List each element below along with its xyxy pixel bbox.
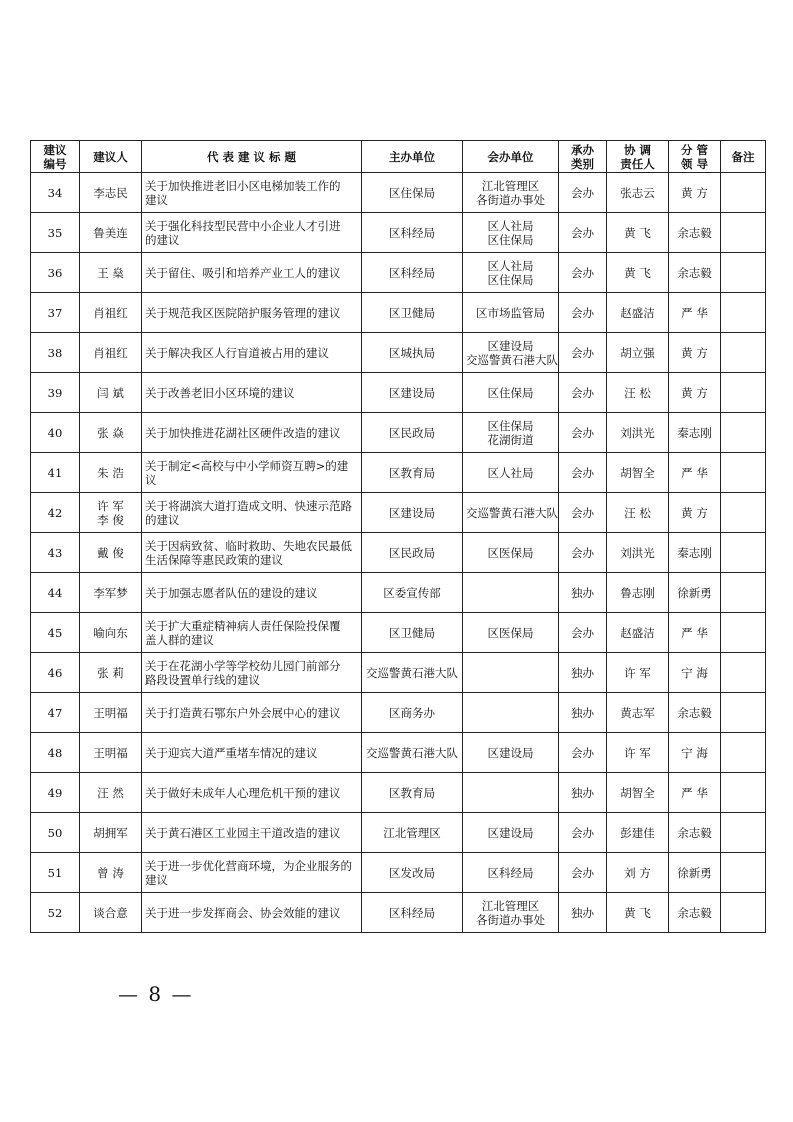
cell-handling-type: 会办: [559, 493, 607, 533]
cell-leader: 徐新勇: [669, 853, 721, 893]
cell-coordinator: 黄 飞: [607, 253, 669, 293]
table-row: [31, 733, 766, 773]
cell-coordinator: 黄志军: [607, 693, 669, 733]
table-row: [31, 333, 766, 373]
cell-number: 48: [31, 733, 80, 773]
cell-number: 51: [31, 853, 80, 893]
header-co-unit: 会办单位: [463, 141, 559, 173]
cell-co-unit: [463, 693, 559, 733]
cell-coordinator: 汪 松: [607, 493, 669, 533]
cell-handling-type: 会办: [559, 533, 607, 573]
cell-co-unit: 区人社局 区住保局: [463, 253, 559, 293]
header-host-unit: 主办单位: [362, 141, 463, 173]
cell-host-unit: 区科经局: [362, 253, 463, 293]
cell-co-unit: 区住保局 花湖街道: [463, 413, 559, 453]
cell-co-unit: [463, 573, 559, 613]
cell-proposer: 谈合意: [80, 893, 142, 933]
cell-host-unit: 区建设局: [362, 373, 463, 413]
cell-host-unit: 区科经局: [362, 213, 463, 253]
cell-handling-type: 会办: [559, 613, 607, 653]
cell-handling-type: 会办: [559, 333, 607, 373]
cell-remarks: [721, 333, 766, 373]
cell-host-unit: 区发改局: [362, 853, 463, 893]
cell-leader: 余志毅: [669, 693, 721, 733]
cell-proposer: 肖祖红: [80, 293, 142, 333]
table-row: [31, 253, 766, 293]
cell-number: 36: [31, 253, 80, 293]
cell-handling-type: 独办: [559, 653, 607, 693]
table-row: [31, 653, 766, 693]
table-row: [31, 533, 766, 573]
cell-coordinator: 赵盛洁: [607, 613, 669, 653]
table-row: [31, 453, 766, 493]
cell-title: 关于加快推进老旧小区电梯加装工作的 建议: [142, 173, 362, 213]
cell-handling-type: 会办: [559, 173, 607, 213]
cell-coordinator: 刘洪光: [607, 533, 669, 573]
cell-leader: 宁 海: [669, 733, 721, 773]
cell-leader: 黄 方: [669, 373, 721, 413]
cell-coordinator: 刘洪光: [607, 413, 669, 453]
cell-co-unit: 区建设局: [463, 813, 559, 853]
cell-coordinator: 赵盛洁: [607, 293, 669, 333]
cell-title: 关于在花湖小学等学校幼儿园门前部分 路段设置单行线的建议: [142, 653, 362, 693]
cell-host-unit: 区民政局: [362, 413, 463, 453]
cell-coordinator: 黄 飞: [607, 893, 669, 933]
cell-coordinator: 许 军: [607, 733, 669, 773]
cell-co-unit: 区人社局: [463, 453, 559, 493]
cell-co-unit: 区建设局: [463, 733, 559, 773]
cell-leader: 秦志刚: [669, 413, 721, 453]
cell-host-unit: 区委宣传部: [362, 573, 463, 613]
cell-proposer: 张 焱: [80, 413, 142, 453]
cell-handling-type: 会办: [559, 373, 607, 413]
cell-leader: 余志毅: [669, 253, 721, 293]
cell-host-unit: 区住保局: [362, 173, 463, 213]
cell-title: 关于留住、吸引和培养产业工人的建议: [142, 253, 362, 293]
cell-leader: 严 华: [669, 613, 721, 653]
cell-number: 50: [31, 813, 80, 853]
cell-co-unit: 区市场监管局: [463, 293, 559, 333]
table-row: [31, 573, 766, 613]
cell-coordinator: 胡立强: [607, 333, 669, 373]
cell-title: 关于加强志愿者队伍的建设的建议: [142, 573, 362, 613]
cell-remarks: [721, 613, 766, 653]
cell-handling-type: 会办: [559, 853, 607, 893]
cell-coordinator: 汪 松: [607, 373, 669, 413]
proposal-table: [30, 140, 766, 933]
cell-co-unit: 交巡警黄石港大队: [463, 493, 559, 533]
cell-coordinator: 许 军: [607, 653, 669, 693]
cell-leader: 严 华: [669, 773, 721, 813]
cell-coordinator: 彭建佳: [607, 813, 669, 853]
cell-host-unit: 区卫健局: [362, 613, 463, 653]
cell-leader: 黄 方: [669, 173, 721, 213]
cell-title: 关于因病致贫、临时救助、失地农民最低 生活保障等惠民政策的建议: [142, 533, 362, 573]
cell-co-unit: 江北管理区 各街道办事处: [463, 173, 559, 213]
table-row: [31, 373, 766, 413]
cell-number: 40: [31, 413, 80, 453]
table-row: [31, 613, 766, 653]
cell-host-unit: 区城执局: [362, 333, 463, 373]
cell-leader: 黄 方: [669, 493, 721, 533]
table-row: [31, 493, 766, 533]
cell-number: 39: [31, 373, 80, 413]
cell-number: 34: [31, 173, 80, 213]
cell-handling-type: 独办: [559, 773, 607, 813]
cell-proposer: 王明福: [80, 733, 142, 773]
cell-co-unit: 区人社局 区住保局: [463, 213, 559, 253]
cell-number: 42: [31, 493, 80, 533]
cell-leader: 宁 海: [669, 653, 721, 693]
cell-title: 关于黄石港区工业园主干道改造的建议: [142, 813, 362, 853]
cell-remarks: [721, 733, 766, 773]
cell-remarks: [721, 213, 766, 253]
cell-remarks: [721, 893, 766, 933]
cell-proposer: 汪 然: [80, 773, 142, 813]
cell-remarks: [721, 173, 766, 213]
cell-leader: 严 华: [669, 293, 721, 333]
cell-coordinator: 胡智全: [607, 453, 669, 493]
cell-host-unit: 交巡警黄石港大队: [362, 733, 463, 773]
cell-remarks: [721, 533, 766, 573]
header-proposer: 建议人: [80, 141, 142, 173]
cell-co-unit: 区建设局 交巡警黄石港大队: [463, 333, 559, 373]
table-row: [31, 773, 766, 813]
cell-proposer: 张 莉: [80, 653, 142, 693]
cell-leader: 黄 方: [669, 333, 721, 373]
cell-number: 37: [31, 293, 80, 333]
cell-remarks: [721, 773, 766, 813]
cell-handling-type: 独办: [559, 693, 607, 733]
cell-proposer: 王 燊: [80, 253, 142, 293]
page-number: — 8 —: [118, 982, 194, 1006]
cell-handling-type: 会办: [559, 253, 607, 293]
table-row: [31, 693, 766, 733]
cell-remarks: [721, 373, 766, 413]
cell-proposer: 朱 浩: [80, 453, 142, 493]
cell-proposer: 许 军 李 俊: [80, 493, 142, 533]
table-row: [31, 853, 766, 893]
cell-title: 关于打造黄石鄂东户外会展中心的建议: [142, 693, 362, 733]
cell-handling-type: 会办: [559, 413, 607, 453]
cell-title: 关于进一步优化营商环境，为企业服务的 建议: [142, 853, 362, 893]
cell-remarks: [721, 453, 766, 493]
cell-proposer: 李军梦: [80, 573, 142, 613]
cell-remarks: [721, 653, 766, 693]
cell-proposer: 闫 斌: [80, 373, 142, 413]
cell-proposer: 鲁美连: [80, 213, 142, 253]
cell-handling-type: 会办: [559, 733, 607, 773]
cell-leader: 徐新勇: [669, 573, 721, 613]
cell-host-unit: 江北管理区: [362, 813, 463, 853]
cell-number: 41: [31, 453, 80, 493]
table-row: [31, 893, 766, 933]
cell-proposer: 喻向东: [80, 613, 142, 653]
cell-co-unit: 区医保局: [463, 613, 559, 653]
cell-coordinator: 胡智全: [607, 773, 669, 813]
cell-co-unit: 区住保局: [463, 373, 559, 413]
cell-title: 关于强化科技型民营中小企业人才引进 的建议: [142, 213, 362, 253]
cell-remarks: [721, 853, 766, 893]
cell-coordinator: 张志云: [607, 173, 669, 213]
cell-title: 关于加快推进花湖社区硬件改造的建议: [142, 413, 362, 453]
table-body: [31, 173, 766, 933]
cell-leader: 余志毅: [669, 813, 721, 853]
cell-leader: 秦志刚: [669, 533, 721, 573]
cell-host-unit: 交巡警黄石港大队: [362, 653, 463, 693]
table-row: [31, 813, 766, 853]
cell-coordinator: 黄 飞: [607, 213, 669, 253]
cell-remarks: [721, 573, 766, 613]
cell-number: 35: [31, 213, 80, 253]
cell-leader: 严 华: [669, 453, 721, 493]
cell-host-unit: 区教育局: [362, 453, 463, 493]
cell-handling-type: 会办: [559, 453, 607, 493]
cell-remarks: [721, 293, 766, 333]
cell-remarks: [721, 693, 766, 733]
cell-host-unit: 区民政局: [362, 533, 463, 573]
cell-title: 关于做好未成年人心理危机干预的建议: [142, 773, 362, 813]
cell-remarks: [721, 253, 766, 293]
cell-host-unit: 区科经局: [362, 893, 463, 933]
cell-co-unit: 区科经局: [463, 853, 559, 893]
cell-title: 关于改善老旧小区环境的建议: [142, 373, 362, 413]
cell-number: 44: [31, 573, 80, 613]
cell-number: 45: [31, 613, 80, 653]
cell-number: 49: [31, 773, 80, 813]
cell-title: 关于将湖滨大道打造成文明、快速示范路 的建议: [142, 493, 362, 533]
cell-host-unit: 区商务办: [362, 693, 463, 733]
cell-number: 52: [31, 893, 80, 933]
cell-proposer: 戴 俊: [80, 533, 142, 573]
cell-title: 关于解决我区人行盲道被占用的建议: [142, 333, 362, 373]
cell-proposer: 胡拥军: [80, 813, 142, 853]
cell-coordinator: 鲁志刚: [607, 573, 669, 613]
cell-leader: 余志毅: [669, 213, 721, 253]
cell-proposer: 肖祖红: [80, 333, 142, 373]
cell-handling-type: 会办: [559, 213, 607, 253]
table-row: [31, 413, 766, 453]
cell-co-unit: 江北管理区 各街道办事处: [463, 893, 559, 933]
table-header-row: [31, 141, 766, 173]
cell-coordinator: 刘 方: [607, 853, 669, 893]
table-row: [31, 173, 766, 213]
header-handling-type: 承办 类别: [559, 141, 607, 173]
cell-title: 关于扩大重症精神病人责任保险投保覆 盖人群的建议: [142, 613, 362, 653]
cell-proposer: 曾 涛: [80, 853, 142, 893]
cell-title: 关于进一步发挥商会、协会效能的建议: [142, 893, 362, 933]
cell-number: 47: [31, 693, 80, 733]
cell-handling-type: 独办: [559, 573, 607, 613]
header-title: 代 表 建 议 标 题: [142, 141, 362, 173]
cell-remarks: [721, 493, 766, 533]
header-coordinator: 协 调 责任人: [607, 141, 669, 173]
cell-leader: 余志毅: [669, 893, 721, 933]
cell-proposer: 王明福: [80, 693, 142, 733]
cell-co-unit: [463, 773, 559, 813]
cell-title: 关于制定<高校与中小学师资互聘>的建 议: [142, 453, 362, 493]
cell-co-unit: [463, 653, 559, 693]
table-row: [31, 213, 766, 253]
cell-host-unit: 区教育局: [362, 773, 463, 813]
cell-host-unit: 区建设局: [362, 493, 463, 533]
cell-handling-type: 会办: [559, 813, 607, 853]
cell-remarks: [721, 413, 766, 453]
header-remarks: 备注: [721, 141, 766, 173]
cell-title: 关于规范我区医院陪护服务管理的建议: [142, 293, 362, 333]
header-leader: 分 管 领 导: [669, 141, 721, 173]
cell-remarks: [721, 813, 766, 853]
cell-title: 关于迎宾大道严重堵车情况的建议: [142, 733, 362, 773]
cell-number: 38: [31, 333, 80, 373]
cell-number: 43: [31, 533, 80, 573]
cell-number: 46: [31, 653, 80, 693]
cell-host-unit: 区卫健局: [362, 293, 463, 333]
table-row: [31, 293, 766, 333]
cell-co-unit: 区医保局: [463, 533, 559, 573]
cell-handling-type: 独办: [559, 893, 607, 933]
header-number: 建议 编号: [31, 141, 80, 173]
cell-handling-type: 会办: [559, 293, 607, 333]
cell-proposer: 李志民: [80, 173, 142, 213]
